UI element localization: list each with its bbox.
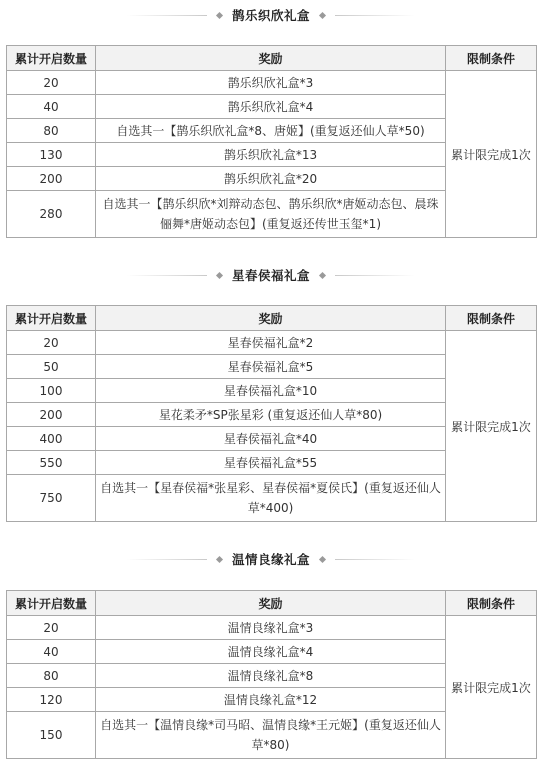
header-limit: 限制条件 <box>446 306 537 331</box>
reward-cell: 自选其一【鹊乐织欣礼盒*8、唐姬】(重复返还仙人草*50) <box>96 119 446 143</box>
table-row <box>7 331 537 355</box>
table-header-row <box>7 306 537 331</box>
header-reward: 奖励 <box>96 46 446 71</box>
reward-cell: 鹊乐织欣礼盒*13 <box>96 143 446 167</box>
header-count: 累计开启数量 <box>7 46 96 71</box>
table-header-row <box>7 46 537 71</box>
table-row <box>7 71 537 95</box>
count-cell: 200 <box>7 403 96 427</box>
section-2-heading <box>0 265 542 285</box>
limit-cell: 累计限完成1次 <box>446 331 537 522</box>
reward-cell: 星春侯福礼盒*5 <box>96 355 446 379</box>
count-cell: 120 <box>7 688 96 712</box>
reward-cell: 温情良缘礼盒*8 <box>96 664 446 688</box>
count-cell: 550 <box>7 451 96 475</box>
count-cell: 20 <box>7 71 96 95</box>
diamond-icon <box>319 11 326 18</box>
reward-cell: 鹊乐织欣礼盒*20 <box>96 167 446 191</box>
section-1-heading <box>0 5 542 25</box>
header-limit: 限制条件 <box>446 46 537 71</box>
heading-divider-left <box>127 559 207 560</box>
reward-cell: 温情良缘礼盒*4 <box>96 640 446 664</box>
section-title: 温情良缘礼盒 <box>231 552 310 567</box>
header-limit: 限制条件 <box>446 591 537 616</box>
reward-cell: 鹊乐织欣礼盒*3 <box>96 71 446 95</box>
diamond-icon <box>216 555 223 562</box>
heading-divider-right <box>335 559 415 560</box>
count-cell: 130 <box>7 143 96 167</box>
header-count: 累计开启数量 <box>7 591 96 616</box>
count-cell: 200 <box>7 167 96 191</box>
count-cell: 400 <box>7 427 96 451</box>
heading-divider-left <box>127 15 207 16</box>
reward-cell: 星春侯福礼盒*40 <box>96 427 446 451</box>
heading-divider-right <box>335 15 415 16</box>
reward-cell: 自选其一【星春侯福*张星彩、星春侯福*夏侯氏】(重复返还仙人草*400) <box>96 475 446 522</box>
count-cell: 280 <box>7 191 96 238</box>
limit-cell: 累计限完成1次 <box>446 616 537 759</box>
count-cell: 40 <box>7 640 96 664</box>
count-cell: 80 <box>7 119 96 143</box>
count-cell: 100 <box>7 379 96 403</box>
count-cell: 50 <box>7 355 96 379</box>
count-cell: 40 <box>7 95 96 119</box>
heading-divider-right <box>335 275 415 276</box>
reward-cell: 星花柔矛*SP张星彩 (重复返还仙人草*80) <box>96 403 446 427</box>
reward-table-2 <box>6 305 537 522</box>
header-reward: 奖励 <box>96 591 446 616</box>
section-title: 星春侯福礼盒 <box>231 268 310 283</box>
diamond-icon <box>319 555 326 562</box>
reward-table-1 <box>6 45 537 238</box>
table-row <box>7 616 537 640</box>
reward-cell: 星春侯福礼盒*2 <box>96 331 446 355</box>
reward-cell: 自选其一【温情良缘*司马昭、温情良缘*王元姬】(重复返还仙人草*80) <box>96 712 446 759</box>
limit-cell: 累计限完成1次 <box>446 71 537 238</box>
count-cell: 150 <box>7 712 96 759</box>
header-count: 累计开启数量 <box>7 306 96 331</box>
heading-divider-left <box>127 275 207 276</box>
diamond-icon <box>216 11 223 18</box>
count-cell: 20 <box>7 331 96 355</box>
reward-cell: 鹊乐织欣礼盒*4 <box>96 95 446 119</box>
diamond-icon <box>216 271 223 278</box>
reward-cell: 星春侯福礼盒*10 <box>96 379 446 403</box>
section-title: 鹊乐织欣礼盒 <box>231 8 310 23</box>
count-cell: 750 <box>7 475 96 522</box>
reward-cell: 温情良缘礼盒*3 <box>96 616 446 640</box>
reward-cell: 自选其一【鹊乐织欣*刘辩动态包、鹊乐织欣*唐姬动态包、晨珠俪舞*唐姬动态包】(重复返还传世玉玺*1) <box>96 191 446 238</box>
count-cell: 80 <box>7 664 96 688</box>
diamond-icon <box>319 271 326 278</box>
section-3-heading <box>0 549 542 569</box>
reward-cell: 星春侯福礼盒*55 <box>96 451 446 475</box>
header-reward: 奖励 <box>96 306 446 331</box>
reward-table-3 <box>6 590 537 759</box>
table-header-row <box>7 591 537 616</box>
count-cell: 20 <box>7 616 96 640</box>
reward-cell: 温情良缘礼盒*12 <box>96 688 446 712</box>
